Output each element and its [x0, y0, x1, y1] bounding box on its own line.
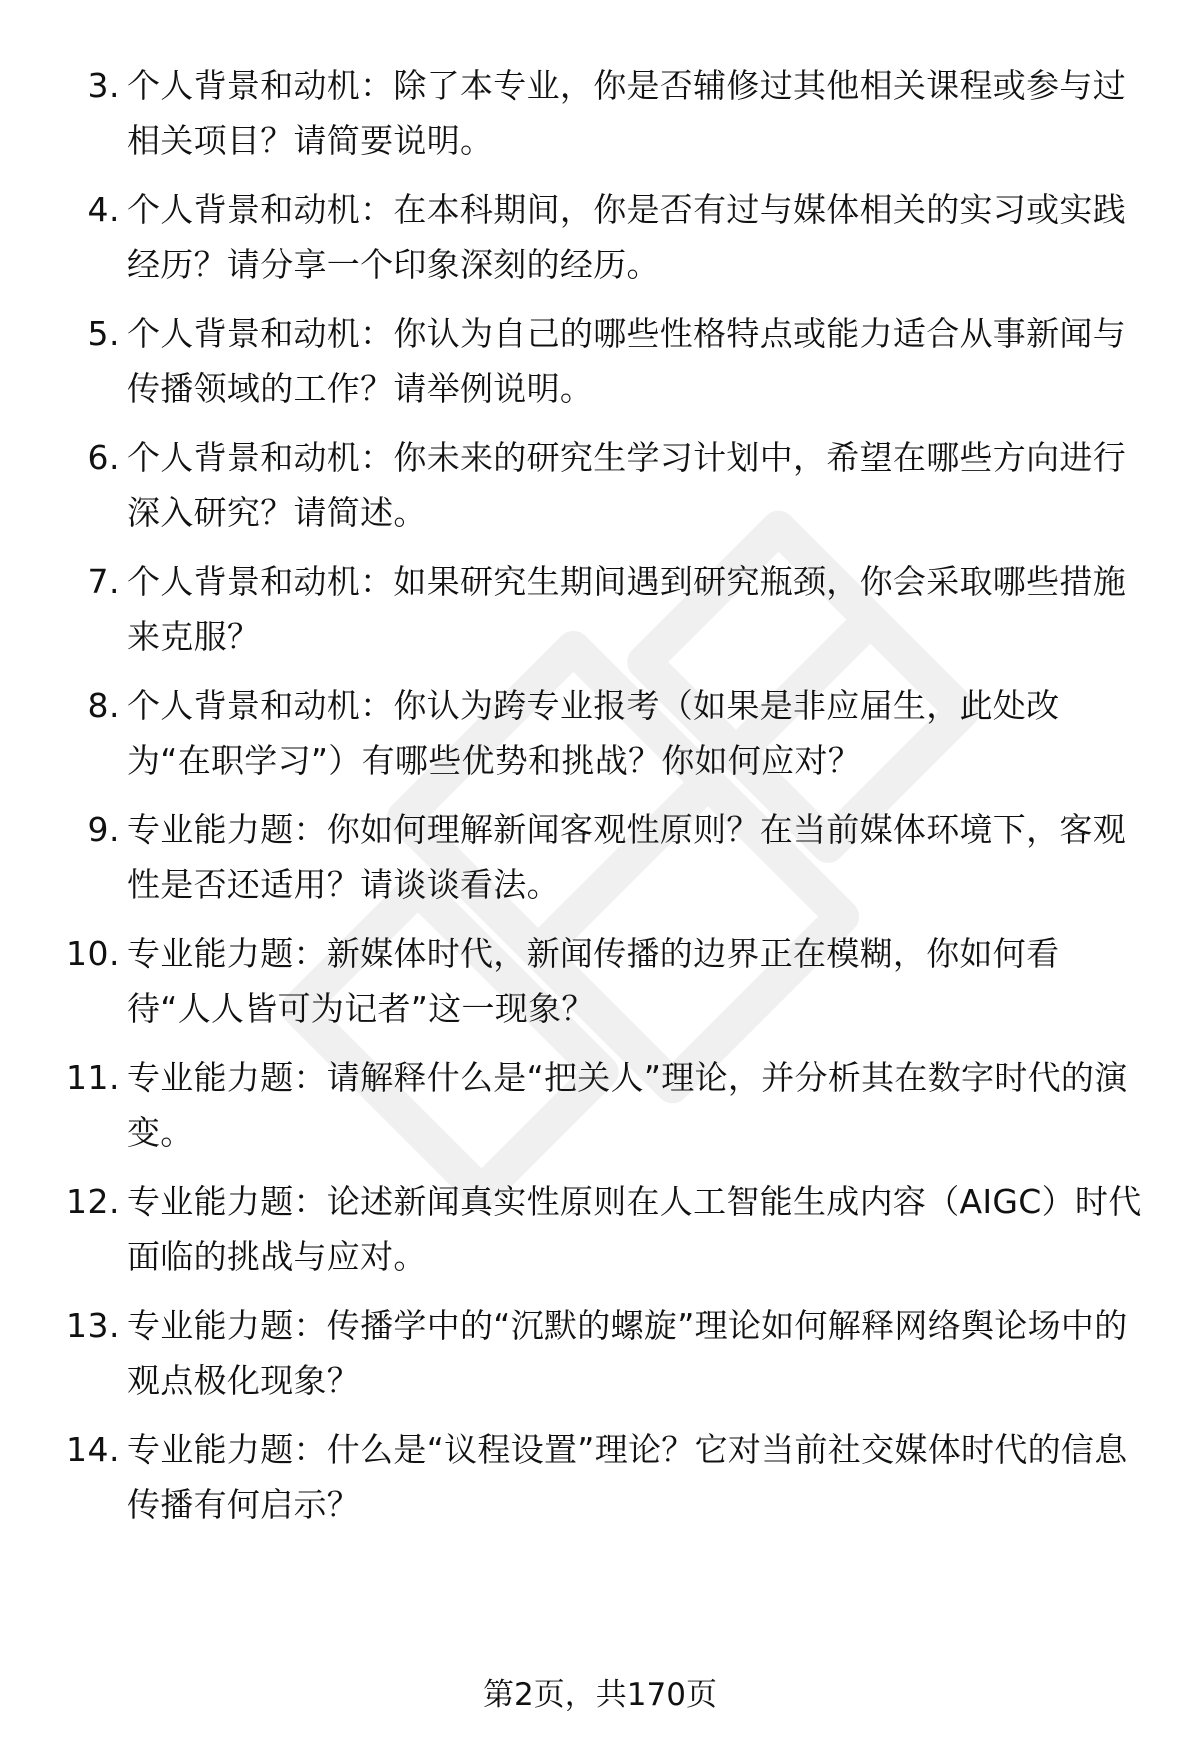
list-item — [0, 802, 1200, 926]
question-number: 12. — [66, 1182, 120, 1221]
list-item — [0, 926, 1200, 1050]
question-list — [0, 58, 1200, 1546]
question-number: 11. — [66, 1058, 120, 1097]
question-number: 6. — [87, 438, 120, 477]
question-text: 专业能力题：什么是“议程设置”理论？它对当前社交媒体时代的信息传播有何启示？ — [127, 1430, 1128, 1524]
list-item — [0, 58, 1200, 182]
question-number: 7. — [87, 562, 120, 601]
list-item — [0, 182, 1200, 306]
list-item — [0, 1050, 1200, 1174]
list-item — [0, 430, 1200, 554]
page-footer — [0, 1673, 1200, 1717]
list-item — [0, 306, 1200, 430]
question-text: 个人背景和动机：你认为跨专业报考（如果是非应届生，此处改为“在职学习”）有哪些优势和挑战？你如何应对？ — [127, 686, 1060, 780]
question-text: 个人背景和动机：除了本专业，你是否辅修过其他相关课程或参与过相关项目？请简要说明。 — [127, 66, 1126, 160]
question-number: 3. — [87, 66, 120, 105]
question-text: 专业能力题：新媒体时代，新闻传播的边界正在模糊，你如何看待“人人皆可为记者”这一现象？ — [127, 934, 1060, 1028]
question-text: 专业能力题：论述新闻真实性原则在人工智能生成内容（AIGC）时代面临的挑战与应对。 — [127, 1182, 1142, 1276]
question-number: 5. — [87, 314, 120, 353]
list-item — [0, 554, 1200, 678]
question-number: 13. — [66, 1306, 120, 1345]
question-text: 专业能力题：请解释什么是“把关人”理论，并分析其在数字时代的演变。 — [127, 1058, 1128, 1152]
question-text: 个人背景和动机：你认为自己的哪些性格特点或能力适合从事新闻与传播领域的工作？请举例说明。 — [127, 314, 1126, 408]
question-text: 个人背景和动机：你未来的研究生学习计划中，希望在哪些方向进行深入研究？请简述。 — [127, 438, 1126, 532]
question-number: 10. — [66, 934, 120, 973]
question-text: 专业能力题：传播学中的“沉默的螺旋”理论如何解释网络舆论场中的观点极化现象？ — [127, 1306, 1128, 1400]
question-number: 14. — [66, 1430, 120, 1469]
list-item — [0, 678, 1200, 802]
question-text: 个人背景和动机：在本科期间，你是否有过与媒体相关的实习或实践经历？请分享一个印象深刻的经历。 — [127, 190, 1126, 284]
list-item — [0, 1422, 1200, 1546]
question-number: 8. — [87, 686, 120, 725]
page-indicator: 第2页，共170页 — [483, 1677, 717, 1713]
list-item — [0, 1174, 1200, 1298]
list-item — [0, 1298, 1200, 1422]
question-number: 9. — [87, 810, 120, 849]
question-number: 4. — [87, 190, 120, 229]
question-text: 专业能力题：你如何理解新闻客观性原则？在当前媒体环境下，客观性是否还适用？请谈谈看法。 — [127, 810, 1126, 904]
question-text: 个人背景和动机：如果研究生期间遇到研究瓶颈，你会采取哪些措施来克服？ — [127, 562, 1126, 656]
